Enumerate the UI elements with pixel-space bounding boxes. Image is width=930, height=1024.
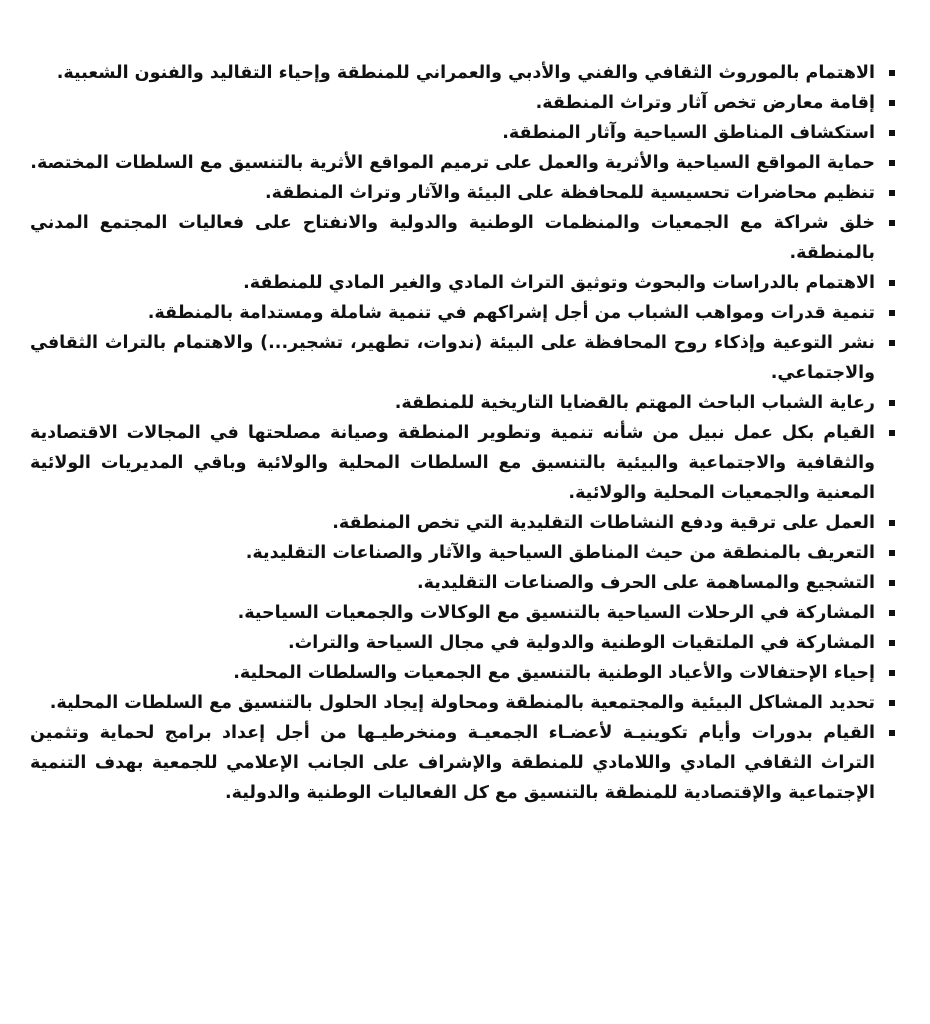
- square-bullet-icon: [889, 400, 895, 406]
- square-bullet-icon: [889, 610, 895, 616]
- square-bullet-icon: [889, 730, 895, 736]
- square-bullet-icon: [889, 70, 895, 76]
- list-item: [30, 688, 900, 718]
- list-item-text: الاهتمام بالدراسات والبحوث وتوثيق التراث المادي والغير المادي للمنطقة.: [243, 273, 875, 293]
- list-item: [30, 388, 900, 418]
- list-item: [30, 328, 900, 388]
- list-item: [30, 118, 900, 148]
- list-item-text: نشر التوعية وإذكاء روح المحافظة على البيئة (ندوات، تطهير، تشجير...) والاهتمام بالتراث الثقافي والاجتماعي.: [30, 333, 875, 383]
- list-item-text: تنظيم محاضرات تحسيسية للمحافظة على البيئة والآثار وتراث المنطقة.: [264, 183, 875, 203]
- square-bullet-icon: [889, 550, 895, 556]
- square-bullet-icon: [889, 160, 895, 166]
- square-bullet-icon: [889, 310, 895, 316]
- list-item: [30, 88, 900, 118]
- square-bullet-icon: [889, 580, 895, 586]
- list-item: [30, 418, 900, 508]
- square-bullet-icon: [889, 100, 895, 106]
- list-item: [30, 148, 900, 178]
- list-item: [30, 208, 900, 268]
- square-bullet-icon: [889, 280, 895, 286]
- list-item-text: تنمية قدرات ومواهب الشباب من أجل إشراكهم في تنمية شاملة ومستدامة بالمنطقة.: [147, 303, 875, 323]
- list-item-text: خلق شراكة مع الجمعيات والمنظمات الوطنية والدولية والانفتاح على فعاليات المجتمع المدني بالمنطقة.: [30, 213, 875, 263]
- square-bullet-icon: [889, 340, 895, 346]
- list-item-text: التعريف بالمنطقة من حيث المناطق السياحية والآثار والصناعات التقليدية.: [245, 543, 875, 563]
- list-item-text: إحياء الإحتفالات والأعياد الوطنية بالتنسيق مع الجمعيات والسلطات المحلية.: [233, 663, 875, 683]
- list-item: [30, 178, 900, 208]
- list-item-text: القيام بدورات وأيام تكوينيـة لأعضـاء الجمعيـة ومنخرطيـها من أجل إعداد برامج لحماية وتثمين التراث الثقافي المادي واللامادي للمنطقة والإشراف على الجانب الإعلامي للجمعية بهدف التنمية الإجتماعية والإقتصادية للمنطقة بالتنسيق مع كل الفعاليات الوطنية والدولية.: [30, 723, 875, 803]
- list-item-text: القيام بكل عمل نبيل من شأنه تنمية وتطوير المنطقة وصيانة مصلحتها في المجالات الاقتصادية والثقافية والاجتماعية والبيئية بالتنسيق مع السلطات المحلية والولائية وباقي المديريات الولائية المعنية والجمعيات المحلية والولائية.: [30, 423, 875, 503]
- square-bullet-icon: [889, 220, 895, 226]
- objectives-list: [30, 58, 900, 808]
- square-bullet-icon: [889, 430, 895, 436]
- list-item-text: إقامة معارض تخص آثار وتراث المنطقة.: [535, 93, 875, 113]
- list-item-text: تحديد المشاكل البيئية والمجتمعية بالمنطقة ومحاولة إيجاد الحلول بالتنسيق مع السلطات المحلية.: [49, 693, 875, 713]
- list-item: [30, 268, 900, 298]
- square-bullet-icon: [889, 670, 895, 676]
- list-item: [30, 628, 900, 658]
- document-body: [30, 58, 900, 808]
- square-bullet-icon: [889, 130, 895, 136]
- list-item: [30, 598, 900, 628]
- square-bullet-icon: [889, 190, 895, 196]
- list-item-text: التشجيع والمساهمة على الحرف والصناعات التقليدية.: [417, 573, 875, 593]
- list-item-text: رعاية الشباب الباحث المهتم بالقضايا التاريخية للمنطقة.: [394, 393, 875, 413]
- list-item-text: المشاركة في الملتقيات الوطنية والدولية في مجال السياحة والتراث.: [287, 633, 875, 653]
- square-bullet-icon: [889, 520, 895, 526]
- list-item: [30, 658, 900, 688]
- list-item-text: الاهتمام بالموروث الثقافي والفني والأدبي والعمراني للمنطقة وإحياء التقاليد والفنون الشعبية.: [56, 63, 875, 83]
- list-item-text: المشاركة في الرحلات السياحية بالتنسيق مع الوكالات والجمعيات السياحية.: [237, 603, 875, 623]
- list-item: [30, 508, 900, 538]
- list-item-text: حماية المواقع السياحية والأثرية والعمل على ترميم المواقع الأثرية بالتنسيق مع السلطات المختصة.: [30, 153, 875, 173]
- list-item-text: استكشاف المناطق السياحية وآثار المنطقة.: [502, 123, 875, 143]
- square-bullet-icon: [889, 640, 895, 646]
- square-bullet-icon: [889, 700, 895, 706]
- list-item: [30, 298, 900, 328]
- list-item: [30, 58, 900, 88]
- list-item-text: العمل على ترقية ودفع النشاطات التقليدية التي تخص المنطقة.: [332, 513, 875, 533]
- list-item: [30, 718, 900, 808]
- list-item: [30, 538, 900, 568]
- list-item: [30, 568, 900, 598]
